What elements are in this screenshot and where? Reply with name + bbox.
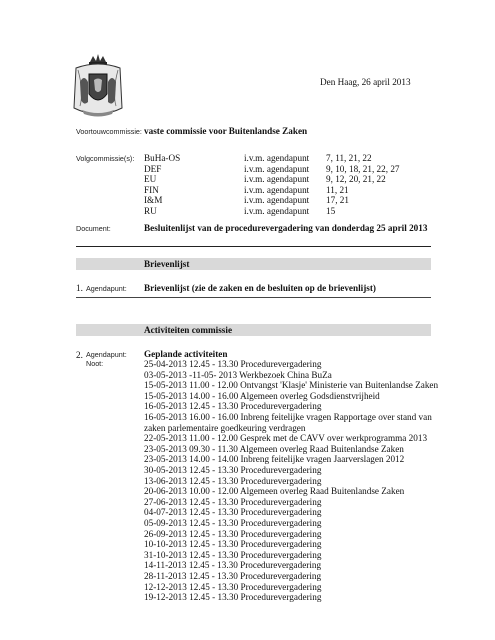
activity-line: 28-11-2013 12.45 - 13.30 Procedurevergadering [144,571,322,581]
activity-line: 15-05-2013 11.00 - 12.00 Ontvangst 'Klasje' Ministerie van Buitenlandse Zaken [144,380,439,391]
item-number: 1. [76,283,83,293]
activity-line: 23-05-2013 09.30 - 11.30 Algemeen overleg Raad Buitenlandse Zaken [144,443,404,454]
activity-line: 10-10-2013 12.45 - 13.30 Procedurevergadering [144,539,322,550]
volg-code: DEF [144,163,162,174]
item-agendapunt-label: Agendapunt: [86,284,127,293]
activity-line: zaken parlementaire goedkeuring verdragen [144,422,306,433]
item-note-label: Noot: [86,359,104,368]
activity-line: 27-06-2013 12.45 - 13.30 Procedurevergadering [144,496,322,507]
activity-line: 23-05-2013 14.00 - 14.00 Inbreng feitelijke vragen Jaarverslagen 2012 [144,454,405,465]
voortouw-label: Voortouwcommissie: [76,127,142,136]
activity-line: 30-05-2013 12.45 - 13.30 Procedurevergadering [144,465,322,475]
volg-row [144,185,434,196]
activity-line: 05-09-2013 12.45 - 13.30 Procedurevergadering [144,518,322,528]
volg-items: 7, 11, 21, 22 [326,153,372,163]
activity-line: 14-11-2013 12.45 - 13.30 Procedurevergadering [144,560,322,571]
section-title-activiteiten: Activiteiten commissie [144,325,233,335]
activity-line: 15-05-2013 14.00 - 16.00 Algemeen overleg Godsdienstvrijheid [144,390,380,401]
volg-row [144,164,434,175]
activity-line: 20-06-2013 10.00 - 12.00 Algemeen overleg Raad Buitenlandse Zaken [144,486,405,497]
volg-ref: i.v.m. agendapunt [244,184,310,195]
activity-line: 25-04-2013 12.45 - 13.30 Procedurevergadering [144,359,322,369]
volg-ref: i.v.m. agendapunt [244,206,310,216]
document-label: Document: [76,224,111,233]
volg-ref: i.v.m. agendapunt [244,195,310,206]
volg-code: EU [144,174,157,185]
activity-line: 22-05-2013 11.00 - 12.00 Gesprek met de CAVV over werkprogramma 2013 [144,433,428,444]
volg-items: 11, 21 [326,184,349,195]
activity-line: 03-05-2013 -11-05- 2013 Werkbezoek China BuZa [144,369,332,380]
volg-row [144,195,434,206]
voortouw-value: vaste commissie voor Buitenlandse Zaken [144,126,308,136]
header-divider [76,246,431,247]
volg-items: 17, 21 [326,195,349,206]
volg-items: 9, 12, 20, 21, 22 [326,174,386,185]
place-date: Den Haag, 26 april 2013 [320,77,411,87]
volg-label: Volgcommissie(s): [76,154,135,163]
section-band-brievenlijst [76,258,431,270]
volg-code: FIN [144,184,159,195]
coat-of-arms-emblem [70,52,126,122]
volg-ref: i.v.m. agendapunt [244,174,310,185]
item-agendapunt-label: Agendapunt: [86,350,127,359]
item1-title: Brievenlijst (zie de zaken en de besluiten op de brievenlijst) [144,283,376,293]
activity-line: 16-05-2013 12.45 - 13.30 Procedurevergadering [144,401,322,412]
item-number: 2. [76,350,83,360]
volg-row [144,174,434,185]
activity-line: 12-12-2013 12.45 - 13.30 Procedurevergadering [144,581,322,592]
volg-row [144,206,434,217]
section-title-brievenlijst: Brievenlijst [144,259,190,269]
document-value: Besluitenlijst van de procedurevergadering van donderdag 25 april 2013 [144,223,428,233]
volg-ref: i.v.m. agendapunt [244,163,310,174]
volg-code: I&M [144,195,163,206]
volg-row [144,153,434,164]
volg-code: BuHa-OS [144,153,181,163]
volg-items: 15 [326,206,336,216]
activity-line: 31-10-2013 12.45 - 13.30 Procedurevergadering [144,549,322,560]
volg-items: 9, 10, 18, 21, 22, 27 [326,163,400,174]
activity-line: 26-09-2013 12.45 - 13.30 Procedurevergadering [144,528,322,539]
divider [76,297,431,298]
volg-ref: i.v.m. agendapunt [244,153,310,163]
activity-line: 16-05-2013 16.00 - 16.00 Inbreng feitelijke vragen Rapportage over stand van [144,412,432,422]
section-band-activiteiten [76,324,431,336]
activity-line: 04-07-2013 12.45 - 13.30 Procedurevergadering [144,507,322,518]
activity-line: 19-12-2013 12.45 - 13.30 Procedurevergadering [144,592,322,603]
activity-line: 13-06-2013 12.45 - 13.30 Procedurevergadering [144,475,322,486]
item2-title: Geplande activiteiten [144,349,228,359]
volg-code: RU [144,206,157,216]
